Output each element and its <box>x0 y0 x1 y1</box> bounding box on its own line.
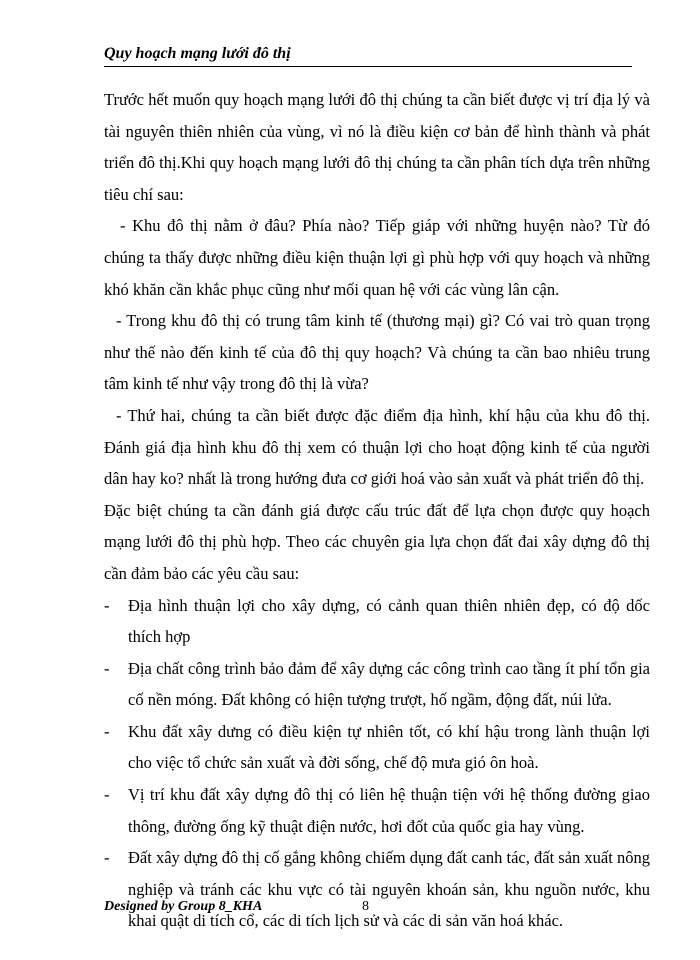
list-item <box>104 716 650 779</box>
document-body <box>104 84 650 937</box>
list-dash: - <box>104 721 110 741</box>
page-header <box>104 44 632 67</box>
list-item <box>104 779 650 842</box>
list-dash: - <box>104 658 110 678</box>
criteria-economic-center-paragraph: - Trong khu đô thị có trung tâm kinh tế (thương mại) gì? Có vai trò quan trọng như thế nào đến kinh tế của đô thị quy hoạch? Và chúng ta cần bao nhiêu trung tâm kinh tế như vậy trong đô thị là vừa? <box>104 311 650 394</box>
list-item-text: Đất xây dựng đô thị cố gắng không chiếm dụng đất canh tác, đất sản xuất nông nghiệp và tránh các khu vực có tài nguyên khoán sản, khu nguồn nước, khu khai quật di tích cổ, các di tích lịch sử và các di sản văn hoá khác. <box>128 848 650 931</box>
list-item-text: Địa chất công trình bảo đảm để xây dựng các công trình cao tầng ít phí tổn gia cố nền móng. Đất không có hiện tượng trượt, hố ngầm, động đất, núi lửa. <box>128 658 650 710</box>
requirements-list <box>104 590 650 938</box>
header-title: Quy hoạch mạng lưới đô thị <box>104 45 291 62</box>
intro-paragraph: Trước hết muốn quy hoạch mạng lưới đô thị chúng ta cần biết được vị trí địa lý và tài nguyên thiên nhiên của vùng, vì nó là điều kiện cơ bản để hình thành và phát triển đô thị.Khi quy hoạch mạng lưới đô thị chúng ta cần phân tích dựa trên những tiêu chí sau: <box>104 90 650 204</box>
list-item-text: Vị trí khu đất xây dựng đô thị có liên hệ thuận tiện với hệ thống đường giao thông, đường ống kỹ thuật điện nước, hơi đốt của quốc gia hay vùng. <box>128 785 650 836</box>
page-number: 8 <box>362 899 369 914</box>
list-item <box>104 842 650 937</box>
soil-structure-paragraph: Đặc biệt chúng ta cần đánh giá được cấu trúc đất để lựa chọn được quy hoạch mạng lưới đô thị phù hợp. Theo các chuyên gia lựa chọn đất đai xây dựng đô thị cần đảm bảo các yêu cầu sau: <box>104 500 650 583</box>
list-item-text: Địa hình thuận lợi cho xây dựng, có cảnh quan thiên nhiên đẹp, có độ dốc thích hợp <box>128 595 650 647</box>
list-item <box>104 590 650 653</box>
list-dash: - <box>104 848 110 868</box>
list-dash: - <box>104 595 110 615</box>
criteria-terrain-paragraph: - Thứ hai, chúng ta cần biết được đặc điểm địa hình, khí hậu của khu đô thị. Đánh giá địa hình khu đô thị xem có thuận lợi cho hoạt động kinh tế của người dân hay ko? nhất là trong hướng đưa cơ giới hoá vào sản xuất và phát triển đô thị. <box>104 405 650 489</box>
footer-credit: Designed by Group 8_KHA <box>104 899 263 914</box>
list-item-text: Khu đất xây dưng có điều kiện tự nhiên tốt, có khí hậu trong lành thuận lợi cho việc tổ chức sản xuất và đời sống, chế độ mưa gió ôn hoà. <box>128 721 650 773</box>
criteria-location-paragraph: - Khu đô thị nằm ở đâu? Phía nào? Tiếp giáp với những huyện nào? Từ đó chúng ta thấy được những điều kiện thuận lợi gì phù hợp với quy hoạch và những khó khăn cần khắc phục cũng như mối quan hệ với các vùng lân cận. <box>104 216 650 299</box>
list-dash: - <box>104 785 110 805</box>
list-item <box>104 653 650 716</box>
